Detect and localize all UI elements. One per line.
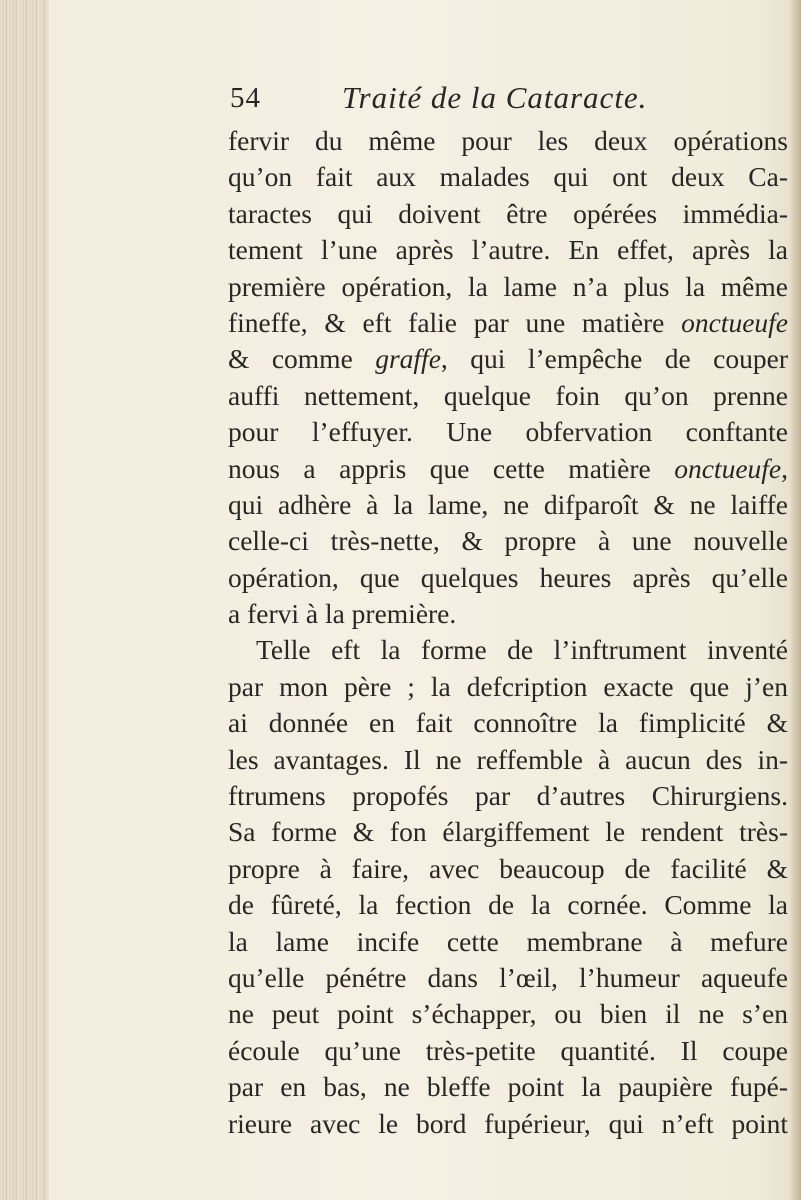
text-segment: Sa forme & fon élargiffement le rendent très- bbox=[228, 816, 788, 848]
text-segment: auffi nettement, quelque foin qu’on prenne bbox=[228, 379, 788, 411]
text-segment: celle-ci très-nette, & propre à une nouvelle bbox=[228, 525, 788, 557]
text-segment: , qui l’empêche de couper bbox=[440, 343, 788, 375]
text-segment: ne peut point s’échapper, ou bien il ne s’en bbox=[228, 998, 788, 1030]
text-segment: la lame incife cette membrane à mefure bbox=[228, 925, 788, 957]
text-line bbox=[228, 924, 788, 960]
text-line bbox=[228, 123, 788, 159]
text-line bbox=[228, 596, 788, 632]
running-head bbox=[230, 82, 770, 116]
text-line bbox=[228, 632, 788, 668]
text-line bbox=[228, 1106, 788, 1142]
text-segment: tement l’une après l’autre. En effet, après la bbox=[228, 234, 788, 266]
text-line bbox=[228, 341, 788, 377]
text-segment: , bbox=[781, 452, 788, 484]
text-segment: pour l’effuyer. Une obfervation conftante bbox=[228, 416, 788, 448]
page-number: 54 bbox=[230, 82, 261, 114]
italic-term: graffe bbox=[375, 343, 441, 375]
text-segment: fineffe, & eft falie par une matière bbox=[228, 306, 682, 338]
italic-term: onctueufe bbox=[674, 452, 782, 484]
text-segment: les avantages. Il ne reffemble à aucun des in- bbox=[228, 743, 788, 775]
text-line bbox=[228, 1033, 788, 1069]
text-line bbox=[228, 451, 788, 487]
text-line bbox=[228, 159, 788, 195]
running-head-title: Traité de la Cataracte. bbox=[342, 80, 648, 115]
text-line bbox=[228, 196, 788, 232]
text-line bbox=[228, 232, 788, 268]
text-segment: & comme bbox=[228, 343, 376, 375]
text-segment: première opération, la lame n’a plus la même bbox=[228, 270, 788, 302]
text-segment: qui adhère à la lame, ne difparoît & ne laiffe bbox=[228, 488, 788, 520]
text-segment: taractes qui doivent être opérées immédia- bbox=[228, 197, 788, 229]
text-segment: nous a appris que cette matière bbox=[228, 452, 675, 484]
text-line bbox=[228, 487, 788, 523]
text-line bbox=[228, 305, 788, 341]
text-segment: fervir du même pour les deux opérations bbox=[228, 125, 788, 156]
text-segment: ftrumens propofés par d’autres Chirurgiens. bbox=[228, 780, 788, 812]
text-segment: Telle eft la forme de l’inftrument inventé bbox=[256, 634, 788, 666]
text-segment: par en bas, ne bleffe point la paupière fupé- bbox=[228, 1071, 788, 1103]
text-line bbox=[228, 523, 788, 559]
text-line bbox=[228, 1069, 788, 1105]
text-segment: qu’elle pénétre dans l’œil, l’humeur aqueufe bbox=[228, 961, 788, 993]
text-segment: opération, que quelques heures après qu’elle bbox=[228, 561, 788, 593]
text-segment: écoule qu’une très-petite quantité. Il coupe bbox=[228, 1034, 788, 1066]
text-segment: de fûreté, la fection de la cornée. Comme la bbox=[228, 889, 788, 921]
text-line bbox=[228, 778, 788, 814]
text-line bbox=[228, 378, 788, 414]
body-text bbox=[228, 123, 788, 1142]
text-segment: par mon père ; la defcription exacte que j’en bbox=[228, 670, 788, 702]
text-segment: qu’on fait aux malades qui ont deux Ca- bbox=[228, 161, 788, 193]
text-segment: a fervi à la première. bbox=[228, 598, 457, 630]
text-segment: rieure avec le bord fupérieur, qui n’eft point bbox=[228, 1107, 788, 1139]
text-line bbox=[228, 814, 788, 850]
text-line bbox=[228, 996, 788, 1032]
page-binding-gutter bbox=[0, 0, 44, 1200]
text-line bbox=[228, 851, 788, 887]
text-line bbox=[228, 960, 788, 996]
text-line bbox=[228, 705, 788, 741]
italic-term: onctueufe bbox=[681, 306, 788, 338]
text-line bbox=[228, 669, 788, 705]
text-line bbox=[228, 742, 788, 778]
text-segment: ai donnée en fait connoître la fimplicité & bbox=[228, 707, 788, 739]
text-segment: propre à faire, avec beaucoup de facilité & bbox=[228, 852, 788, 884]
text-line bbox=[228, 887, 788, 923]
text-line bbox=[228, 414, 788, 450]
text-line bbox=[228, 269, 788, 305]
text-line bbox=[228, 560, 788, 596]
page-fore-edge bbox=[789, 0, 801, 1200]
